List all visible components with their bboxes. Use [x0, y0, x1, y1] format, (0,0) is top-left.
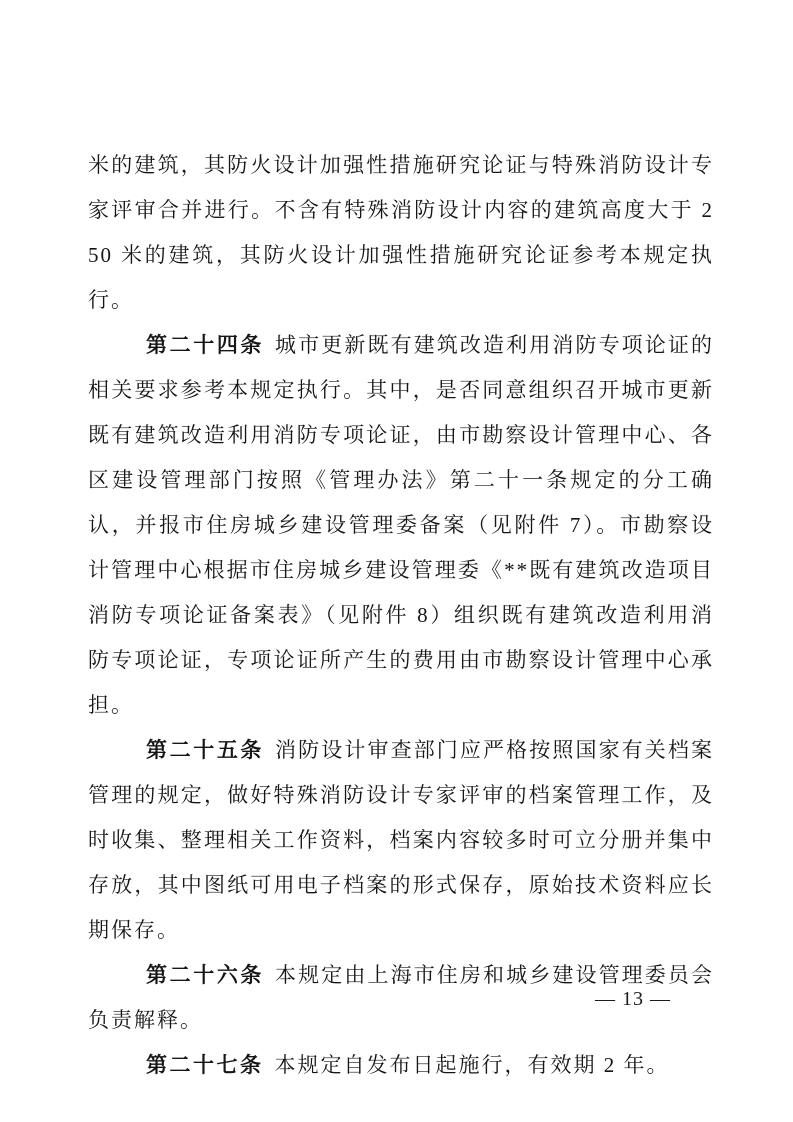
article-25-number: 第二十五条 [146, 738, 265, 762]
article-26-number: 第二十六条 [146, 963, 265, 987]
paragraph-text: 米的建筑，其防火设计加强性措施研究论证与特殊消防设计专家评审合并进行。不含有特殊消防设计内容的建筑高度大于 250 米的建筑，其防火设计加强性措施研究论证参考本规定执行。 [88, 153, 714, 312]
document-body [88, 143, 714, 1088]
page-number: — 13 — [595, 988, 671, 1010]
article-27-text: 本规定自发布日起施行，有效期 2 年。 [274, 1053, 670, 1077]
article-25-text: 消防设计审查部门应严格按照国家有关档案管理的规定，做好特殊消防设计专家评审的档案管理工作，及时收集、整理相关工作资料，档案内容较多时可立分册并集中存放，其中图纸可用电子档案的形式保存，原始技术资料应长期保存。 [88, 738, 715, 942]
paragraph-continuation [88, 143, 714, 323]
article-24-text: 城市更新既有建筑改造利用消防专项论证的相关要求参考本规定执行。其中，是否同意组织召开城市更新既有建筑改造利用消防专项论证，由市勘察设计管理中心、各区建设管理部门按照《管理办法》第二十一条规定的分工确认，并报市住房城乡建设管理委备案（见附件 7）。市勘察设计管理中心根据市住房城乡建设管理委《**既有建筑改造项目消防专项论证备案表》（见附件 8）组织既有建筑改造利用消防专项论证，专项论证所产生的费用由市勘察设计管理中心承担。 [88, 333, 715, 717]
article-26-text: 本规定由上海市住房和城乡建设管理委员会负责解释。 [88, 963, 715, 1032]
article-27-number: 第二十七条 [146, 1053, 264, 1077]
paragraph-article-25 [88, 728, 714, 953]
article-24-number: 第二十四条 [146, 333, 265, 357]
paragraph-article-27 [88, 1043, 714, 1088]
paragraph-article-24 [88, 323, 714, 728]
